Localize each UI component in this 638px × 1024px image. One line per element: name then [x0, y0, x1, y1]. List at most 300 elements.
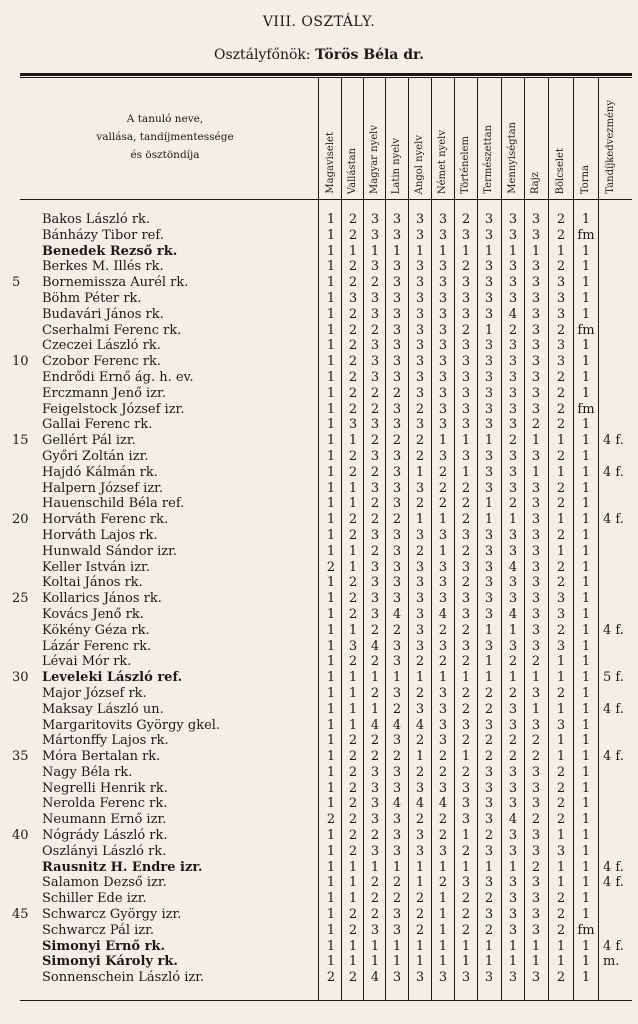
student-name: Negrelli Henrik rk.	[42, 780, 168, 796]
grade-cell: 1	[326, 670, 336, 686]
grade-cell: 3	[484, 638, 494, 654]
grade-cell: 1	[484, 322, 494, 338]
grade-cell: 3	[370, 369, 380, 385]
grade-cell: 2	[438, 875, 448, 891]
grade-cell: 1	[581, 796, 591, 812]
grade-cell: 1	[348, 433, 358, 449]
grade-cell: 2	[348, 512, 358, 528]
grade-cell: 4	[508, 306, 518, 322]
grade-cell: 2	[461, 701, 471, 717]
grade-cell: 1	[581, 891, 591, 907]
grade-cell: 1	[348, 622, 358, 638]
grade-cell: 3	[438, 717, 448, 733]
grade-cell: 1	[556, 875, 566, 891]
grade-cell: 3	[531, 354, 541, 370]
tuition-discount-cell: 4 f.	[603, 701, 624, 717]
grade-cell: 3	[415, 970, 425, 986]
grade-cell: 2	[348, 464, 358, 480]
grade-cell: 3	[531, 496, 541, 512]
table-row	[0, 812, 638, 828]
student-col-line-3: és ösztöndíja	[130, 149, 200, 161]
grade-cell: 2	[461, 922, 471, 938]
grade-cell: 1	[581, 828, 591, 844]
grade-cell: 3	[392, 638, 402, 654]
grade-cell: 3	[508, 338, 518, 354]
grade-cell: 2	[531, 654, 541, 670]
grade-cell: 1	[581, 907, 591, 923]
grade-cell: 2	[415, 922, 425, 938]
grade-cell: 1	[556, 749, 566, 765]
row-number: 30	[12, 670, 29, 686]
grade-cell: 2	[461, 322, 471, 338]
grade-cell: 2	[392, 512, 402, 528]
page-title: VIII. OSZTÁLY.	[262, 14, 376, 30]
grade-cell: 3	[461, 290, 471, 306]
grade-cell: 1	[484, 496, 494, 512]
grade-cell: 3	[508, 638, 518, 654]
grade-cell: 1	[531, 954, 541, 970]
grade-cell: 3	[438, 401, 448, 417]
grade-cell: 3	[508, 543, 518, 559]
grade-cell: 3	[370, 922, 380, 938]
grade-cell: 3	[370, 259, 380, 275]
grade-cell: 1	[326, 369, 336, 385]
grade-cell: 3	[415, 575, 425, 591]
grade-cell: 2	[370, 322, 380, 338]
grade-cell: 3	[392, 543, 402, 559]
student-name: Kökény Géza rk.	[42, 622, 150, 638]
column-header-label: Rajz	[530, 171, 541, 194]
grade-cell: 3	[508, 385, 518, 401]
student-name: Simonyi Ernő rk.	[42, 938, 166, 954]
grade-cell: 2	[531, 859, 541, 875]
grade-cell: 1	[581, 464, 591, 480]
grade-cell: 3	[415, 780, 425, 796]
class-teacher-label: Osztályfőnök:	[213, 47, 311, 63]
grade-cell: 3	[531, 290, 541, 306]
grade-cell: 3	[438, 843, 448, 859]
table-row	[0, 875, 638, 891]
grade-cell: 2	[461, 512, 471, 528]
grade-cell: 2	[370, 907, 380, 923]
grade-cell: 1	[461, 954, 471, 970]
grade-cell: 1	[348, 701, 358, 717]
grade-cell: 1	[326, 796, 336, 812]
grade-cell: 3	[438, 212, 448, 227]
grade-cell: 3	[392, 685, 402, 701]
grade-cell: 2	[556, 970, 566, 986]
grade-cell: 1	[438, 670, 448, 686]
grade-cell: fm	[577, 322, 595, 338]
grade-cell: 3	[484, 812, 494, 828]
grade-cell: 2	[508, 685, 518, 701]
grade-cell: 1	[326, 733, 336, 749]
grade-cell: 3	[392, 559, 402, 575]
grade-cell: 3	[392, 354, 402, 370]
student-column-header	[60, 110, 270, 164]
grade-cell: 2	[556, 401, 566, 417]
grade-cell: 3	[392, 780, 402, 796]
grade-cell: fm	[577, 401, 595, 417]
grade-cell: 3	[370, 606, 380, 622]
row-number: 25	[12, 591, 29, 607]
table-row	[0, 417, 638, 433]
top-double-rule-thin	[20, 77, 632, 78]
grade-cell: 1	[326, 322, 336, 338]
grade-cell: 2	[556, 369, 566, 385]
grade-cell: 3	[508, 891, 518, 907]
grade-cell: 3	[484, 417, 494, 433]
student-name: Nógrády László rk.	[42, 828, 168, 844]
grade-cell: 2	[348, 385, 358, 401]
grade-cell: 3	[415, 417, 425, 433]
grade-cell: 3	[392, 843, 402, 859]
grade-cell: 4	[508, 606, 518, 622]
student-name: Bornemissza Aurél rk.	[42, 275, 189, 291]
grade-cell: 2	[556, 227, 566, 243]
grade-cell: 3	[461, 417, 471, 433]
grade-cell: 1	[508, 512, 518, 528]
table-row	[0, 907, 638, 923]
grade-cell: 2	[556, 891, 566, 907]
grade-cell: 1	[370, 859, 380, 875]
grade-cell: 2	[348, 275, 358, 291]
table-row	[0, 954, 638, 970]
grade-cell: 3	[508, 448, 518, 464]
grade-cell: 2	[531, 812, 541, 828]
grade-cell: 1	[581, 275, 591, 291]
grade-cell: 1	[531, 464, 541, 480]
table-row	[0, 686, 638, 702]
grade-cell: 1	[415, 243, 425, 259]
row-number: 10	[12, 354, 29, 370]
column-header	[550, 82, 572, 194]
grade-cell: 3	[484, 385, 494, 401]
grade-cell: 3	[531, 970, 541, 986]
column-header-label: Természettan	[483, 125, 494, 194]
student-name: Budavári János rk.	[42, 306, 164, 322]
grade-cell: 1	[556, 733, 566, 749]
student-name: Győri Zoltán izr.	[42, 448, 149, 464]
grade-cell: 1	[438, 859, 448, 875]
grade-cell: 3	[531, 780, 541, 796]
grade-cell: 3	[370, 227, 380, 243]
grade-cell: 2	[556, 496, 566, 512]
grade-cell: 3	[461, 796, 471, 812]
grade-cell: 3	[508, 275, 518, 291]
row-number: 20	[12, 512, 29, 528]
grade-cell: 2	[348, 401, 358, 417]
row-number: 45	[12, 907, 29, 923]
grade-cell: 1	[392, 859, 402, 875]
grade-cell: 4	[508, 812, 518, 828]
grade-cell: 3	[415, 259, 425, 275]
grade-cell: 1	[581, 780, 591, 796]
grade-cell: 2	[348, 527, 358, 543]
grade-cell: 1	[581, 764, 591, 780]
grade-cell: 2	[415, 433, 425, 449]
grade-cell: 2	[461, 575, 471, 591]
table-row	[0, 212, 638, 228]
grade-cell: 1	[581, 843, 591, 859]
table-row	[0, 718, 638, 734]
column-header-label: Latin nyelv	[391, 137, 402, 194]
student-name: Sonnenschein László izr.	[42, 970, 205, 986]
grade-cell: 1	[348, 559, 358, 575]
table-row	[0, 465, 638, 481]
grade-cell: 1	[484, 243, 494, 259]
grade-cell: 3	[484, 448, 494, 464]
grade-cell: 3	[484, 401, 494, 417]
grade-cell: 3	[531, 638, 541, 654]
table-row	[0, 307, 638, 323]
grade-cell: 3	[508, 212, 518, 227]
grade-cell: 4	[438, 606, 448, 622]
grade-cell: 3	[415, 638, 425, 654]
grade-cell: 1	[556, 954, 566, 970]
grade-cell: 2	[348, 354, 358, 370]
grade-cell: 3	[461, 591, 471, 607]
grade-cell: 2	[370, 654, 380, 670]
grade-cell: 2	[438, 464, 448, 480]
grade-cell: 3	[415, 306, 425, 322]
grade-cell: 2	[370, 622, 380, 638]
grade-cell: 1	[581, 448, 591, 464]
grade-cell: 3	[484, 907, 494, 923]
grade-cell: 1	[326, 938, 336, 954]
grade-cell: 2	[556, 322, 566, 338]
grade-cell: 3	[392, 369, 402, 385]
grade-cell: 3	[438, 575, 448, 591]
grade-cell: 2	[370, 733, 380, 749]
grade-cell: 3	[392, 275, 402, 291]
grade-cell: 3	[531, 907, 541, 923]
grade-cell: 1	[326, 591, 336, 607]
grade-cell: 1	[326, 638, 336, 654]
grade-cell: 1	[581, 338, 591, 354]
grade-cell: 2	[461, 496, 471, 512]
grade-cell: 2	[508, 496, 518, 512]
grade-cell: 2	[415, 654, 425, 670]
grade-cell: 3	[438, 591, 448, 607]
grade-cell: 3	[461, 369, 471, 385]
grade-cell: 3	[392, 448, 402, 464]
grade-cell: 3	[531, 606, 541, 622]
grade-cell: 1	[556, 433, 566, 449]
header-bottom-rule	[20, 199, 632, 200]
grade-cell: 1	[326, 496, 336, 512]
grade-cell: 3	[461, 717, 471, 733]
student-name: Lázár Ferenc rk.	[42, 638, 152, 654]
grade-cell: 3	[484, 527, 494, 543]
grade-cell: 3	[508, 401, 518, 417]
grade-cell: 1	[581, 591, 591, 607]
grade-cell: 3	[438, 733, 448, 749]
column-header	[455, 82, 477, 194]
grade-cell: 1	[508, 954, 518, 970]
grade-cell: 2	[556, 527, 566, 543]
grade-cell: 1	[326, 875, 336, 891]
grade-cell: 2	[348, 338, 358, 354]
grade-cell: 3	[438, 780, 448, 796]
grade-cell: 2	[556, 622, 566, 638]
grade-cell: 2	[370, 385, 380, 401]
table-row	[0, 970, 638, 986]
grade-cell: 1	[326, 749, 336, 765]
grade-cell: 1	[484, 433, 494, 449]
grade-cell: 3	[438, 275, 448, 291]
grade-cell: 1	[348, 496, 358, 512]
column-header	[600, 82, 622, 194]
grade-cell: 3	[392, 212, 402, 227]
grade-cell: 3	[531, 306, 541, 322]
student-name: Feigelstock József izr.	[42, 401, 185, 417]
grade-cell: 2	[508, 654, 518, 670]
grade-cell: 2	[461, 259, 471, 275]
grade-cell: 1	[326, 401, 336, 417]
grade-cell: 1	[484, 512, 494, 528]
grade-cell: 3	[531, 922, 541, 938]
grade-cell: 1	[326, 433, 336, 449]
grade-cell: 3	[438, 385, 448, 401]
grade-cell: 3	[461, 606, 471, 622]
grade-cell: 2	[461, 685, 471, 701]
student-name: Halpern József izr.	[42, 480, 164, 496]
grade-cell: 3	[438, 227, 448, 243]
table-row	[0, 860, 638, 876]
grade-cell: 3	[438, 306, 448, 322]
grade-cell: 1	[556, 243, 566, 259]
grade-cell: 3	[392, 970, 402, 986]
grade-cell: 3	[531, 401, 541, 417]
student-name: Hajdó Kálmán rk.	[42, 464, 158, 480]
tuition-discount-cell: 4 f.	[603, 859, 624, 875]
grade-cell: 3	[392, 306, 402, 322]
student-name: Major József rk.	[42, 685, 147, 701]
grade-cell: 2	[348, 796, 358, 812]
grade-cell: 3	[370, 338, 380, 354]
grade-cell: 3	[556, 606, 566, 622]
grade-cell: 1	[581, 512, 591, 528]
grade-cell: 2	[556, 780, 566, 796]
grade-cell: 3	[370, 796, 380, 812]
table-row	[0, 796, 638, 812]
grade-cell: 3	[438, 638, 448, 654]
grade-cell: 3	[531, 891, 541, 907]
grade-cell: 2	[348, 907, 358, 923]
grade-cell: 3	[484, 480, 494, 496]
grade-cell: 1	[370, 954, 380, 970]
grade-cell: 2	[438, 749, 448, 765]
grade-cell: 1	[438, 891, 448, 907]
table-row	[0, 259, 638, 275]
grade-cell: 2	[370, 401, 380, 417]
student-name: Nerolda Ferenc rk.	[42, 796, 168, 812]
grade-cell: 3	[392, 338, 402, 354]
grade-cell: 3	[438, 559, 448, 575]
grade-cell: 2	[531, 749, 541, 765]
class-teacher-name: Törös Béla dr.	[315, 47, 425, 63]
grade-cell: 1	[556, 464, 566, 480]
grade-cell: 2	[508, 733, 518, 749]
grade-cell: 1	[415, 670, 425, 686]
column-header	[478, 82, 500, 194]
grade-cell: 2	[348, 828, 358, 844]
grade-cell: 1	[581, 559, 591, 575]
grade-cell: 3	[370, 591, 380, 607]
grade-cell: 2	[461, 733, 471, 749]
grade-cell: 3	[531, 512, 541, 528]
grade-cell: 3	[531, 575, 541, 591]
grade-cell: 2	[348, 780, 358, 796]
student-name: Rausnitz H. Endre izr.	[42, 859, 203, 875]
grade-cell: 2	[370, 891, 380, 907]
grade-cell: 1	[581, 622, 591, 638]
grade-cell: 3	[484, 559, 494, 575]
table-row	[0, 939, 638, 955]
grade-cell: 1	[581, 638, 591, 654]
grade-cell: 1	[326, 575, 336, 591]
tuition-discount-cell: 4 f.	[603, 938, 624, 954]
grade-cell: 3	[461, 527, 471, 543]
row-number: 40	[12, 828, 29, 844]
grade-cell: 1	[581, 243, 591, 259]
grade-cell: 1	[438, 907, 448, 923]
grade-cell: 1	[326, 654, 336, 670]
student-name: Hauenschild Béla ref.	[42, 496, 185, 512]
column-header-label: Történelem	[460, 136, 471, 194]
grade-cell: 1	[438, 954, 448, 970]
student-name: Horváth Lajos rk.	[42, 527, 158, 543]
grade-cell: 2	[556, 812, 566, 828]
grade-cell: 1	[326, 417, 336, 433]
grade-cell: 3	[484, 354, 494, 370]
tuition-discount-cell: 5 f.	[603, 670, 624, 686]
grade-cell: 3	[415, 290, 425, 306]
grade-cell: 2	[348, 448, 358, 464]
grade-cell: 1	[438, 512, 448, 528]
grade-cell: 3	[461, 875, 471, 891]
column-header	[386, 82, 408, 194]
grade-cell: 3	[438, 322, 448, 338]
grade-table-body	[0, 212, 638, 986]
grade-cell: 1	[531, 938, 541, 954]
grade-cell: 2	[370, 433, 380, 449]
grade-cell: 3	[508, 290, 518, 306]
column-header	[409, 82, 431, 194]
grade-cell: 2	[370, 685, 380, 701]
grade-cell: 3	[461, 385, 471, 401]
grade-cell: 2	[370, 512, 380, 528]
grade-cell: 2	[484, 828, 494, 844]
grade-cell: 3	[392, 733, 402, 749]
table-row	[0, 228, 638, 244]
grade-cell: 3	[392, 922, 402, 938]
grade-cell: 4	[392, 606, 402, 622]
grade-cell: 1	[348, 859, 358, 875]
grade-cell: 1	[556, 670, 566, 686]
grade-cell: 3	[531, 796, 541, 812]
student-name: Gellért Pál izr.	[42, 433, 136, 449]
column-header	[320, 82, 342, 194]
grade-cell: 2	[415, 812, 425, 828]
grade-cell: 2	[556, 685, 566, 701]
grade-cell: 2	[556, 212, 566, 227]
grade-cell: 1	[581, 733, 591, 749]
grade-cell: 3	[461, 812, 471, 828]
grade-cell: 3	[531, 543, 541, 559]
grade-cell: 3	[508, 464, 518, 480]
